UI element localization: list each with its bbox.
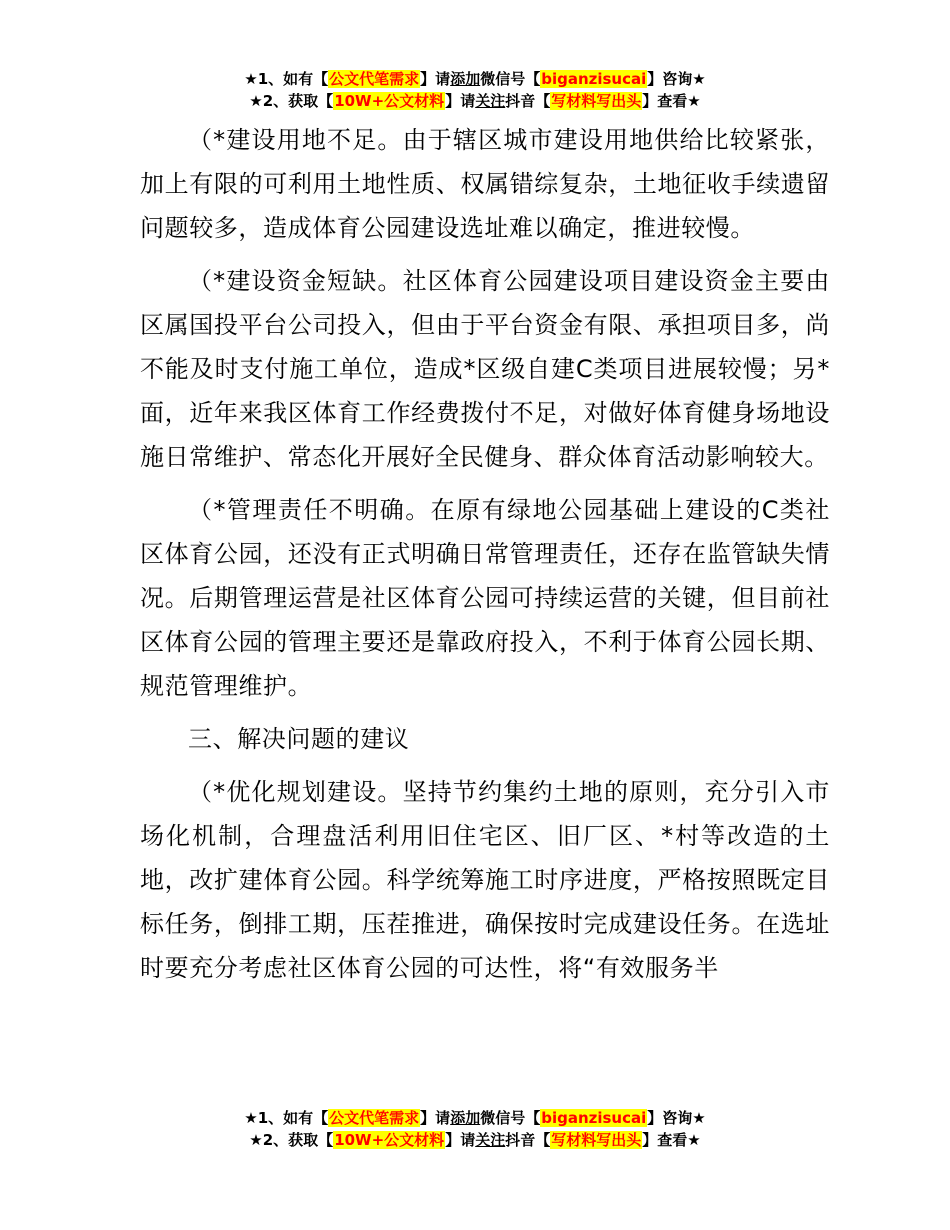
document-body xyxy=(140,118,830,990)
paragraph-optimize-planning: （*优化规划建设。坚持节约集约土地的原则，充分引入市场化机制，合理盘活利用旧住宅区、旧厂区、*村等改造的土地，改扩建体育公园。科学统筹施工时序进度，严格按照既定目标任务，倒排工期，压茬推进，确保按时完成建设任务。在选址时要充分考虑社区体育公园的可达性，将“有效服务半 xyxy=(140,778,830,982)
banner-highlight: biganzisucai xyxy=(541,70,647,88)
header-banner xyxy=(0,68,950,112)
banner-highlight: 公文代笔需求 xyxy=(329,1109,420,1127)
banner-highlight: 写材料写出头 xyxy=(551,92,642,110)
banner-text: 】请 xyxy=(445,92,476,110)
paragraph-management-responsibility: （*管理责任不明确。在原有绿地公园基础上建设的C类社区体育公园，还没有正式明确日常管理责任，还存在监管缺失情况。后期管理运营是社区体育公园可持续运营的关键，但目前社区体育公园的管理主要还是靠政府投入，不利于体育公园长期、规范管理维护。 xyxy=(140,496,830,700)
banner-text: 】咨询★ xyxy=(647,70,706,88)
banner-text: 】查看★ xyxy=(642,92,701,110)
banner-highlight: 10W+公文材料 xyxy=(334,1131,445,1149)
banner-text: 】咨询★ xyxy=(647,1109,706,1127)
section-heading-suggestions: 三、解决问题的建议 xyxy=(188,725,410,753)
banner-line-1 xyxy=(0,1107,950,1129)
banner-text: 抖音【 xyxy=(505,1131,551,1149)
banner-text: ★1、如有【 xyxy=(244,70,329,88)
banner-text: ★2、获取【 xyxy=(249,1131,334,1149)
banner-highlight: 10W+公文材料 xyxy=(334,92,445,110)
banner-text: 抖音【 xyxy=(505,92,551,110)
banner-text: 】请 xyxy=(445,1131,476,1149)
banner-text: ★2、获取【 xyxy=(249,92,334,110)
footer-banner xyxy=(0,1107,950,1151)
banner-text: 】请 xyxy=(420,70,451,88)
banner-highlight: biganzisucai xyxy=(541,1109,647,1127)
banner-emphasis: 添加 xyxy=(450,70,481,88)
banner-line-2 xyxy=(0,90,950,112)
banner-emphasis: 关注 xyxy=(475,92,506,110)
banner-emphasis: 关注 xyxy=(475,1131,506,1149)
banner-text: 微信号【 xyxy=(480,70,541,88)
banner-text: ★1、如有【 xyxy=(244,1109,329,1127)
banner-line-1 xyxy=(0,68,950,90)
banner-highlight: 公文代笔需求 xyxy=(329,70,420,88)
banner-text: 】请 xyxy=(420,1109,451,1127)
paragraph-land-shortage: （*建设用地不足。由于辖区城市建设用地供给比较紧张，加上有限的可利用土地性质、权属错综复杂，土地征收手续遗留问题较多，造成体育公园建设选址难以确定，推进较慢。 xyxy=(140,126,830,242)
banner-text: 微信号【 xyxy=(480,1109,541,1127)
banner-highlight: 写材料写出头 xyxy=(551,1131,642,1149)
banner-emphasis: 添加 xyxy=(450,1109,481,1127)
paragraph-funding-shortage: （*建设资金短缺。社区体育公园建设项目建设资金主要由区属国投平台公司投入，但由于平台资金有限、承担项目多，尚不能及时支付施工单位，造成*区级自建C类项目进展较慢；另*面，近年来我区体育工作经费拨付不足，对做好体育健身场地设施日常维护、常态化开展好全民健身、群众体育活动影响较大。 xyxy=(140,267,830,471)
banner-text: 】查看★ xyxy=(642,1131,701,1149)
banner-line-2 xyxy=(0,1129,950,1151)
